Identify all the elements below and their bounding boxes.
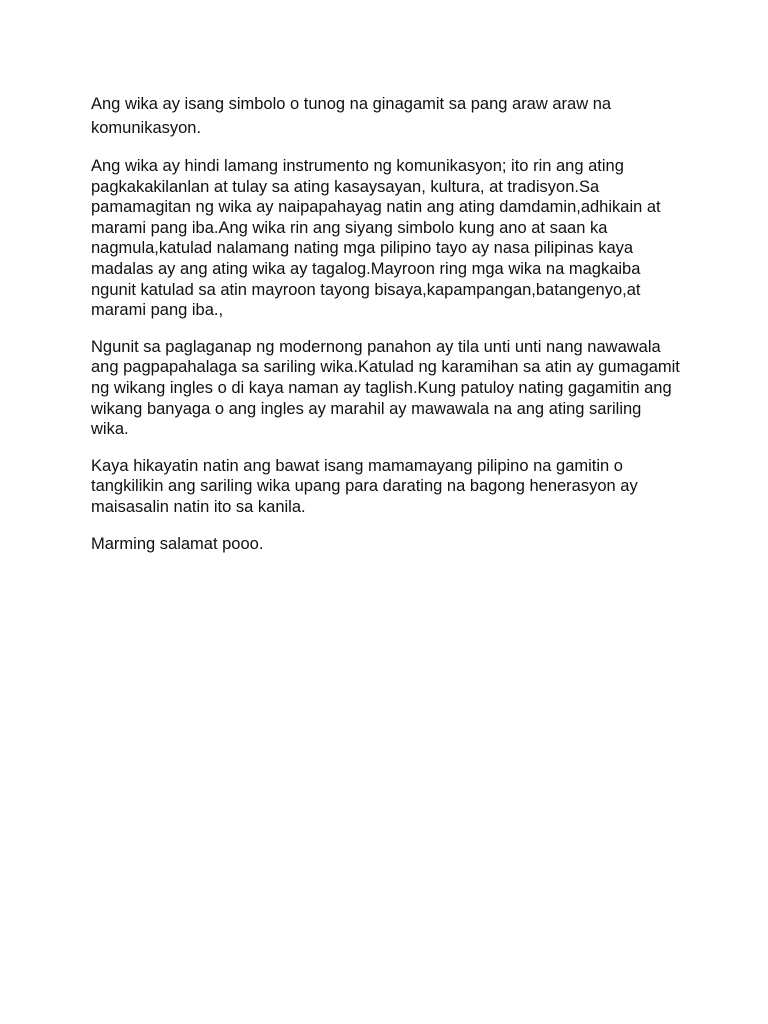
- paragraph-5: Marming salamat pooo.: [91, 534, 264, 553]
- paragraph-2: Ang wika ay hindi lamang instrumento ng komunikasyon; ito rin ang ating pagkakakilanlan at tulay sa ating kasaysayan, kultura, at tradisyon.Sa pamamagitan ng wika ay naipapahayag natin ang ating damdamin,adhikain at marami pang iba.Ang wika rin ang siyang simbolo kung ano at saan ka nagmula,katulad nalamang nating mga pilipino tayo ay nasa pilipinas kaya madalas ay ang ating wika ay tagalog.Mayroon ring mga wika na magkaiba ngunit katulad sa atin mayroon tayong bisaya,kapampangan,batangenyo,at marami pang iba.,: [91, 157, 661, 320]
- paragraph-3: Ngunit sa paglaganap ng modernong panahon ay tila unti unti nang nawawala ang pagpapahalaga sa sariling wika.Katulad ng karamihan sa atin ay gumagamit ng wikang ingles o di kaya naman ay taglish.Kung patuloy nating gagamitin ang wikang banyaga o ang ingles ay marahil ay mawawala na ang ating sariling wika.: [91, 337, 680, 439]
- paragraph-1: Ang wika ay isang simbolo o tunog na ginagamit sa pang araw araw na komunikasyon.: [91, 95, 612, 137]
- paragraph-4: Kaya hikayatin natin ang bawat isang mamamayang pilipino na gamitin o tangkilikin ang sariling wika upang para darating na bagong henerasyon ay maisasalin natin ito sa kanila.: [91, 456, 638, 516]
- document-body: [91, 92, 683, 570]
